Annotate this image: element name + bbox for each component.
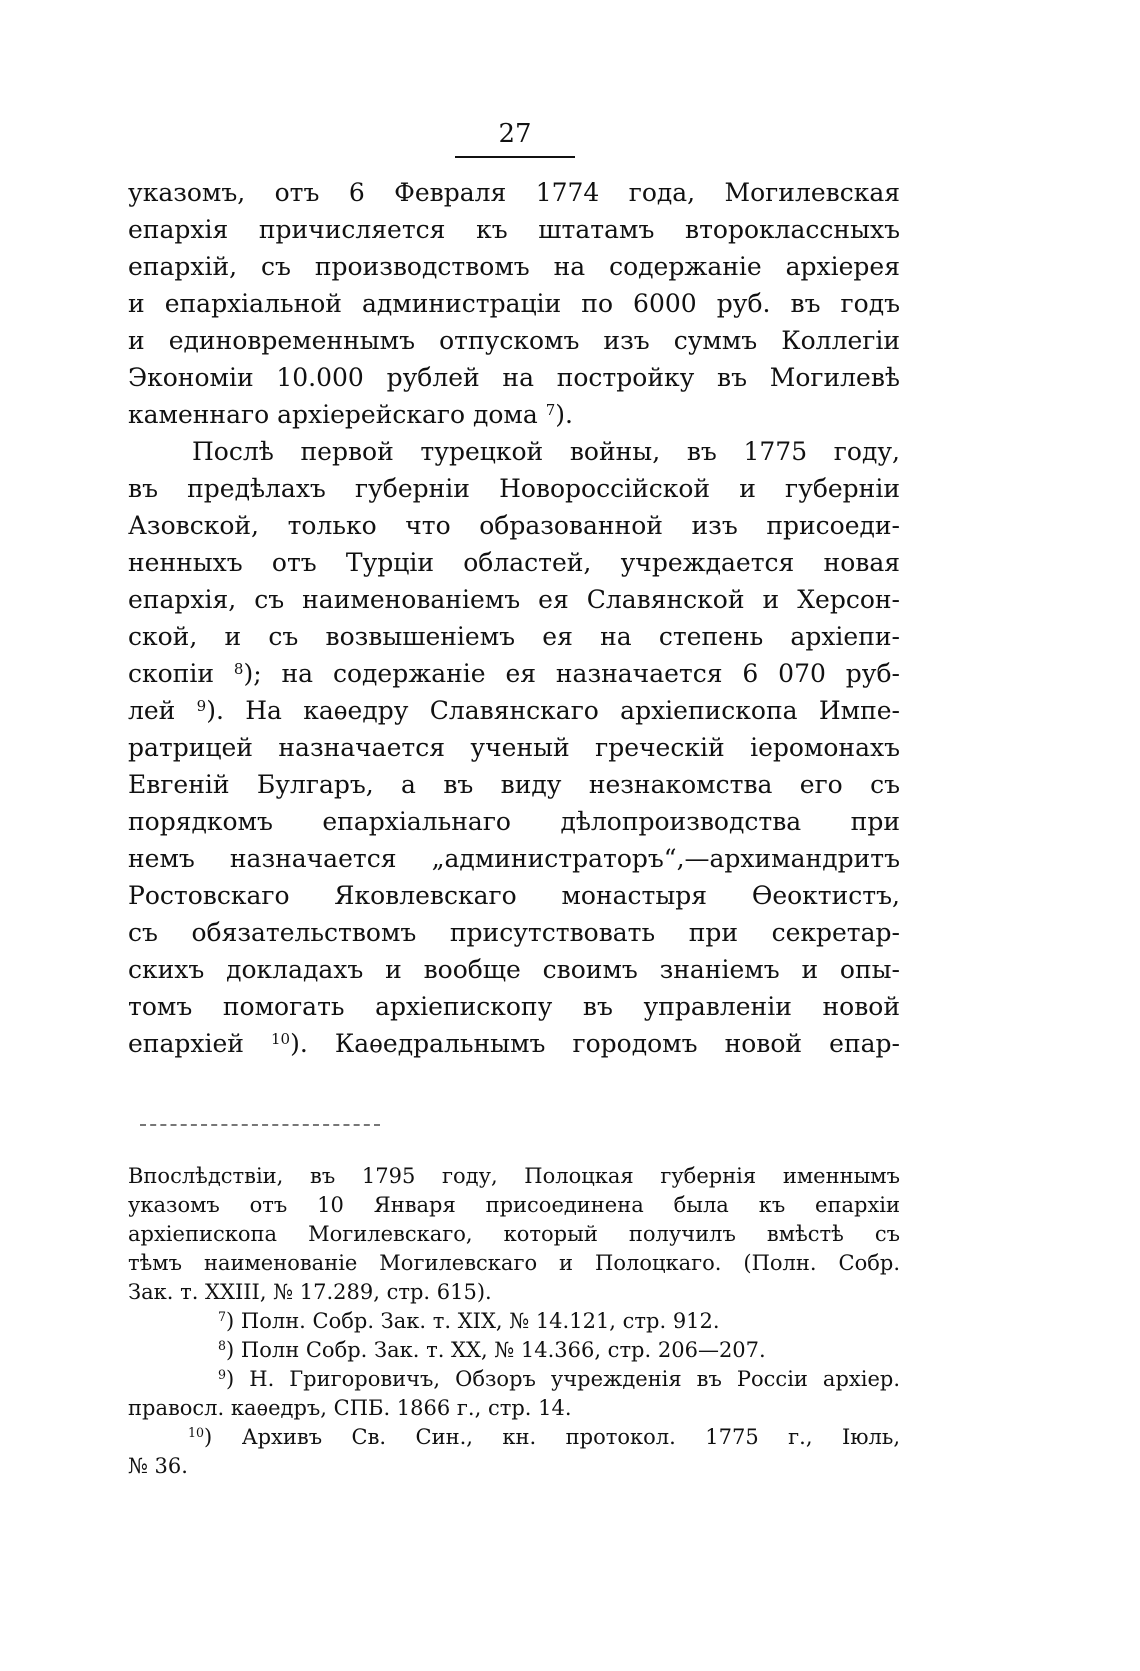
footnote-line: правосл. каѳедръ, СПБ. 1866 г., стр. 14.: [128, 1396, 572, 1420]
footnote-mark: 10: [188, 1425, 205, 1441]
body-line: Азовской, только что образованной изъ присоеди-: [128, 511, 900, 540]
footnote-ref: 8: [233, 659, 244, 678]
footnote-ref: 9: [196, 696, 207, 715]
footnote-ref: 7: [545, 400, 556, 419]
body-line: съ обязательствомъ присутствовать при секретар-: [128, 918, 900, 947]
footnote-mark: 8: [218, 1338, 227, 1354]
body-line: томъ помогать архіепископу въ управленіи новой: [128, 992, 900, 1021]
body-line: порядкомъ епархіальнаго дѣлопроизводства при: [128, 807, 900, 836]
page-number: 27: [498, 119, 532, 149]
footnote-line: указомъ отъ 10 Января присоединена была къ епархіи: [128, 1193, 900, 1217]
body-line: епархія причисляется къ штатамъ второклассныхъ: [128, 215, 900, 244]
body-line: Евгеній Булгаръ, а въ виду незнакомства его съ: [128, 770, 900, 799]
footnotes: [128, 1162, 900, 1481]
footnote-ref: 10: [271, 1029, 291, 1048]
footnote-line: Впослѣдствіи, въ 1795 году, Полоцкая губернія именнымъ: [128, 1164, 900, 1188]
body-line: скопіи $^8$); на содержаніе ея назначается 6 070 руб-: [128, 659, 900, 688]
footnote-line: архіепископа Могилевскаго, который получилъ вмѣстѣ съ: [128, 1222, 900, 1246]
footnote-mark: 9: [218, 1367, 227, 1383]
footnote-line: Зак. т. XXIII, № 17.289, стр. 615).: [128, 1280, 492, 1304]
body-line: епархіей $^{10}$). Каѳедральнымъ городомъ новой епар-: [128, 1029, 900, 1058]
body-line: указомъ, отъ 6 Февраля 1774 года, Могилевская: [128, 178, 900, 207]
body-line: каменнаго архіерейскаго дома $^7$).: [128, 400, 573, 429]
body-line: Ростовскаго Яковлевскаго монастыря Ѳеоктистъ,: [128, 881, 900, 910]
footnote-9: $^9$) Н. Григоровичъ, Обзоръ учрежденія въ Россіи архіер.: [218, 1367, 901, 1391]
body-line: и единовременнымъ отпускомъ изъ суммъ Коллегіи: [128, 326, 900, 355]
footnote-7: $^7$) Полн. Собр. Зак. т. XIX, № 14.121, стр. 912.: [218, 1309, 720, 1333]
body-line: скихъ докладахъ и вообще своимъ знаніемъ и опы-: [128, 955, 900, 984]
body-line: епархій, съ производствомъ на содержаніе архіерея: [128, 252, 900, 281]
footnote-line: тѣмъ наименованіе Могилевскаго и Полоцкаго. (Полн. Собр.: [128, 1251, 900, 1275]
body-line: немъ назначается „администраторъ“,—архимандритъ: [128, 844, 900, 873]
page-number-rule: [455, 156, 575, 158]
body-line: лей $^9$). На каѳедру Славянскаго архіепископа Импе-: [128, 696, 900, 725]
body-line: ской, и съ возвышеніемъ ея на степень архіепи-: [128, 622, 900, 651]
body-line: и епархіальной администраціи по 6000 руб. въ годъ: [128, 289, 900, 318]
body-line: ратрицей назначается ученый греческій іеромонахъ: [128, 733, 900, 762]
footnote-8: $^8$) Полн Собр. Зак. т. XX, № 14.366, стр. 206—207.: [218, 1338, 766, 1362]
footnote-mark: 7: [218, 1309, 227, 1325]
body-text: [128, 174, 900, 1062]
body-line: ненныхъ отъ Турціи областей, учреждается новая: [128, 548, 900, 577]
body-line: Экономіи 10.000 рублей на постройку въ Могилевѣ: [128, 363, 900, 392]
body-line: въ предѣлахъ губерніи Новороссійской и губерніи: [128, 474, 900, 503]
footnote-separator: [140, 1124, 380, 1126]
body-line: Послѣ первой турецкой войны, въ 1775 году,: [192, 437, 900, 466]
footnote-10: $^{10}$) Архивъ Св. Син., кн. протокол. 1775 г., Іюль,: [188, 1425, 900, 1449]
footnote-line: № 36.: [128, 1454, 188, 1478]
body-line: епархія, съ наименованіемъ ея Славянской и Херсон-: [128, 585, 900, 614]
